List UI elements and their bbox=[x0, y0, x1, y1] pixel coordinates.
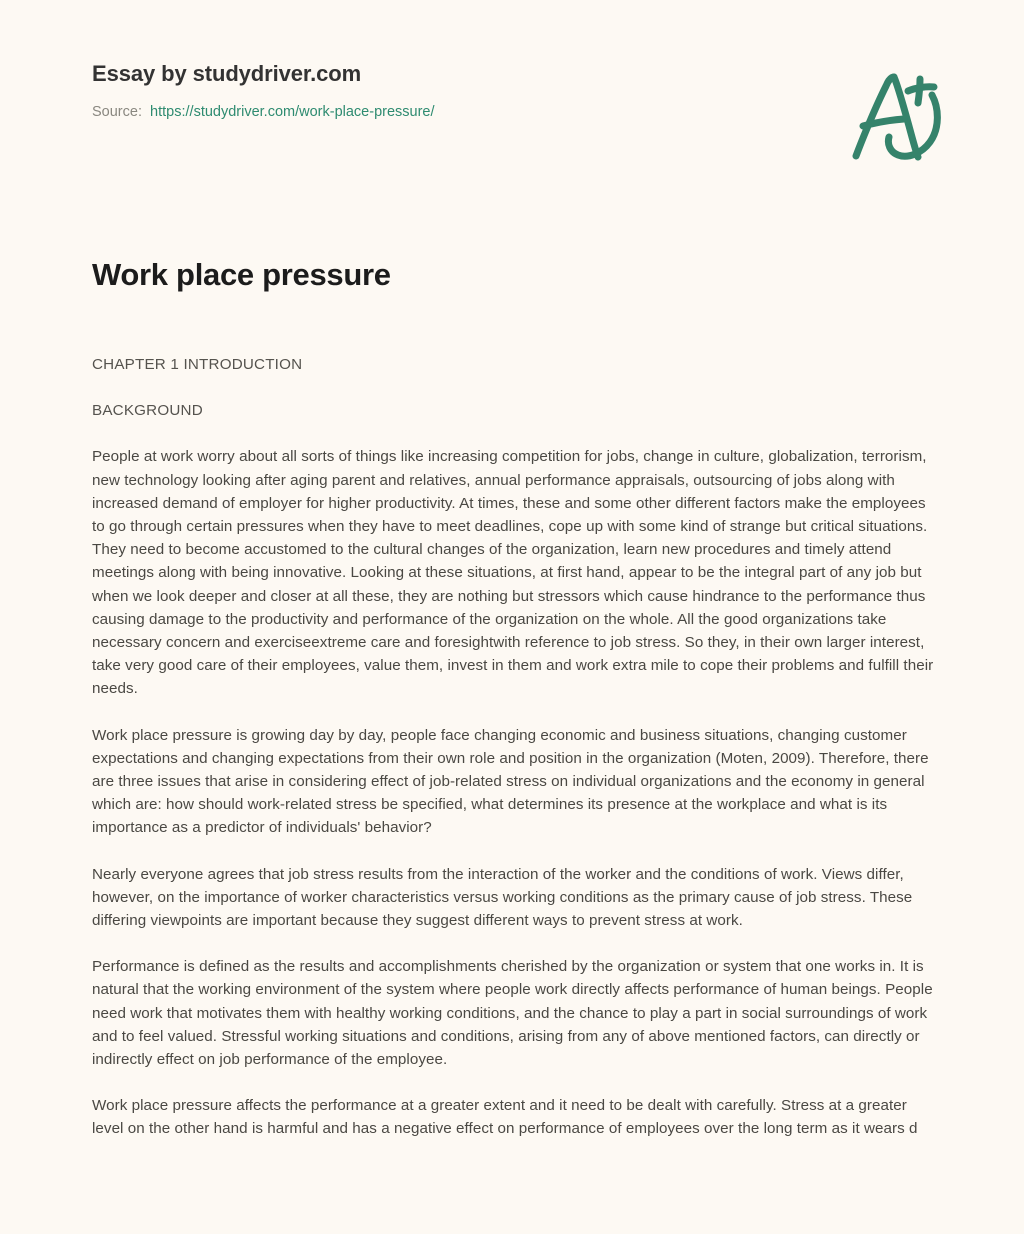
section-heading: CHAPTER 1 INTRODUCTION bbox=[92, 356, 303, 373]
page-header bbox=[92, 60, 932, 190]
source-url-link[interactable]: https://studydriver.com/work-place-pressure/ bbox=[150, 104, 435, 120]
section-heading: BACKGROUND bbox=[92, 402, 203, 420]
page-title: Work place pressure bbox=[92, 257, 391, 292]
body-paragraph: Work place pressure is growing day by day, people face changing economic and business situations, changing customer expectations and changing expectations from their own role and position in the organization (Moten, 2009). Therefore, there are three issues that arise in considering effect of job-related stress on individual organizations and the economy in general which are: how should work-related stress be specified, what determines its presence at the workplace and what is its importance as a predictor of individuals' behavior? bbox=[92, 726, 929, 837]
source-label: Source: bbox=[92, 104, 142, 120]
body-paragraph: Nearly everyone agrees that job stress results from the interaction of the worker and the conditions of work. Views differ, however, on the importance of worker characteristics versus working conditions as the primary cause of job stress. These differing viewpoints are important because they suggest different ways to prevent stress at work. bbox=[92, 865, 913, 930]
essay-body bbox=[92, 353, 936, 1234]
body-paragraph: People at work worry about all sorts of things like increasing competition for jobs, change in culture, globalization, terrorism, new technology looking after aging parent and relatives, annual performance appraisals, outsourcing of jobs along with increased demand of employer for higher productivity. At times, these and some other different factors make the employees to go through certain pressures when they have to meet deadlines, cope up with some kind of strange but critical situations. They need to become accustomed to the cultural changes of the organization, learn new procedures and timely attend meetings along with being innovative. Looking at these situations, at first hand, appear to be the integral part of any job but when we look deeper and closer at all these, they are nothing but stressors which cause hindrance to the performance thus causing damage to the productivity and performance of the organization on the whole. All the good organizations take necessary concern and exerciseextreme care and foresightwith reference to job stress. So they, in their own larger interest, take very good care of their employees, value them, invest in them and work extra mile to cope their problems and fulfill their needs. bbox=[92, 448, 934, 698]
body-paragraph: Work place pressure affects the performance at a greater extent and it need to be dealt with carefully. Stress at a greater level on the other hand is harmful and has a negative effect on performance of employees over the long term as it wears d bbox=[92, 1097, 918, 1138]
body-paragraph: Performance is defined as the results and accomplishments cherished by the organization or system that one works in. It is natural that the working environment of the system where people work directly affects performance of human beings. People need work that motivates them with healthy working conditions, and the chance to play a part in social surroundings of work and to feel valued. Stressful working situations and conditions, arising from any of above mentioned factors, can directly or indirectly effect on job performance of the employee. bbox=[92, 958, 933, 1069]
brand-title: Essay by studydriver.com bbox=[92, 61, 362, 86]
source-line bbox=[92, 102, 932, 122]
